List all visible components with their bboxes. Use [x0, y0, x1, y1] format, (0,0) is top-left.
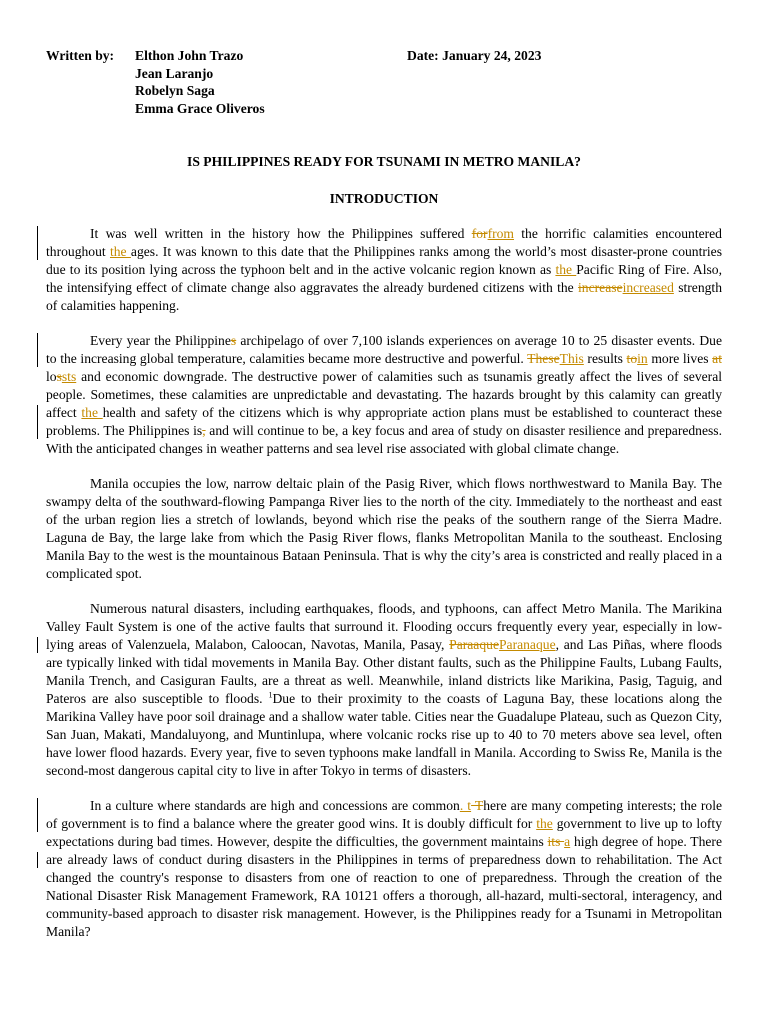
deleted-text: to [626, 351, 638, 366]
text-run: , and Las Piñas, where floods are typically linked with tidal movements in Manila Bay. Other distant faults, such as the Philippine Faults, Lubang Faults, Manila Trench, and Casiguran Faults, are a threat as well. Meanwhile, inland districts like Marikina, Pasig, Taguig, and Pateros are also susceptible to floods. [46, 637, 723, 706]
inserted-text: in [637, 351, 648, 366]
text-run: archipelago of over 7,100 islands experiences on average 10 to 25 disaster events. Due to the increasing global temperature, calamities became more destructive and powerful. [46, 333, 722, 366]
inserted-text: a [564, 834, 571, 849]
text-run: lo [46, 369, 57, 384]
paragraph [46, 600, 722, 780]
deleted-text: , [202, 423, 206, 438]
document-body [46, 225, 722, 958]
document-title: IS PHILIPPINES READY FOR TSUNAMI IN METRO MANILA? [187, 154, 581, 169]
deleted-text: s [56, 369, 62, 384]
inserted-text: the [81, 405, 103, 420]
text-run: the horrific calamities encountered throughout [46, 226, 722, 259]
author-name: Emma Grace Oliveros [135, 100, 265, 116]
text-run: Manila occupies the low, narrow deltaic plain of the Pasig River, which flows northwestward to Manila Bay. The swampy delta of the southward-flowing Pampanga River lies to the north of the city. Immediately to the northeast and east of the urban region lies a stretch of lowlands, beyond which rise the peaks of the southern range of the Sierra Madre. Laguna de Bay, the large lake from which the Pasig River flows, flanks Metropolitan Manila to the southeast. Enclosing Manila Bay to the west is the mountainous Bataan Peninsula. That is why the city’s area is constricted and really placed in a complicated spot. [46, 476, 722, 581]
author-name: Elthon John Trazo [135, 48, 244, 63]
inserted-text: the [555, 262, 577, 277]
paragraph [46, 225, 722, 315]
text-run: results [583, 351, 627, 366]
footnote-marker: 1 [268, 690, 273, 700]
text-run: In a culture where standards are high and concessions are common [90, 798, 460, 813]
change-bar [37, 798, 38, 832]
inserted-text: This [559, 351, 584, 366]
change-bar [37, 637, 38, 653]
text-run: high degree of hope. There are already laws of conduct during disasters in the Philippines in terms of preparedness down to rehabilitation. The Act changed the country's response to disasters from one of reaction to one of preparedness. Through the creation of the National Disaster Risk Management Framework, RA 10121 offers a thorough, all-hazard, multi-sectoral, interagency, and community-based approach to disaster risk management. However, is the Philippines ready for a Tsunami in Metropolitan Manila? [46, 834, 722, 939]
change-bar [37, 405, 38, 439]
inserted-text: increased [622, 280, 674, 295]
text-run: Every year the Philippine [90, 333, 231, 348]
paragraph [46, 475, 722, 583]
text-run: more lives [647, 351, 713, 366]
deleted-text: s [230, 333, 237, 348]
deleted-text: increase [578, 280, 623, 295]
inserted-text: Paranaque [498, 637, 556, 652]
deleted-text: at [712, 351, 722, 366]
text-run: government to live up to lofty expectations during bad times. However, despite the difficulties, the government maintains [46, 816, 723, 849]
inserted-text: . t [459, 798, 472, 813]
inserted-text: sts [61, 369, 77, 384]
deleted-text: Paraaque [449, 637, 499, 652]
deleted-text: its [547, 834, 565, 849]
author-name: Robelyn Saga [135, 83, 215, 98]
text-run: strength of calamities happening. [46, 280, 723, 313]
paragraph [46, 332, 722, 458]
text-run: Due to their proximity to the coasts of Laguna Bay, these locations along the Marikina Valley have poor soil drainage and a shallow water table. Cities near the Guadalupe Plateau, such as Quezon City, San Juan, Makati, Mandaluyong, and Muntinlupa, where volcanic rocks rise up to 40 to 70 meters above sea level, often have lower flood hazards. Every year, five to seven typhoons make landfall in Manila. According to Swiss Re, Manila is the second-most dangerous capital city to live in after Tokyo in terms of disasters. [46, 691, 722, 778]
document-date: Date: January 24, 2023 [407, 48, 542, 63]
text-run: ages. It was known to this date that the Philippines ranks among the world’s most disaster-prone countries due to its position lying across the typhoon belt and in the active volcanic region known as [46, 244, 722, 277]
text-run: here are many competing interests; the role of government is to find a balance where the greater good wins. It is doubly difficult for [46, 798, 723, 831]
change-bar [37, 852, 38, 868]
written-by-label: Written by: [46, 48, 115, 63]
authors-block [46, 47, 265, 117]
text-run: Pacific Ring of Fire. Also, the intensifying effect of climate change also aggravates the already burdened citizens with the [46, 262, 722, 295]
deleted-text: for [471, 226, 488, 241]
text-run: health and safety of the citizens which is why appropriate action plans must be established to counteract these problems. The Philippines is [46, 405, 722, 438]
text-run: It was well written in the history how the Philippines suffered [90, 226, 472, 241]
change-bar [37, 226, 38, 260]
text-run: Numerous natural disasters, including earthquakes, floods, and typhoons, can affect Metro Manila. The Marikina Valley Fault System is one of the active faults that surround it. Flooding occurs frequently every year, especially in low-lying areas of Valenzuela, Malabon, Caloocan, Navotas, Manila, Pasay, [46, 601, 722, 652]
section-heading: INTRODUCTION [329, 191, 439, 206]
inserted-text: the [536, 816, 553, 831]
text-run: and will continue to be, a key focus and area of study on disaster resilience and preparedness. With the anticipated changes in weather patterns and sea level rise associated with global climate change. [46, 423, 722, 456]
change-bar [37, 333, 38, 367]
inserted-text: the [109, 244, 131, 259]
paragraph [46, 797, 722, 941]
deleted-text: T [471, 798, 484, 813]
author-name: Jean Laranjo [135, 65, 214, 81]
inserted-text: from [487, 226, 515, 241]
text-run: and economic downgrade. The destructive power of calamities such as tsunamis greatly affect the lives of several people. Sometimes, these calamities are unpredictable and devastating. The hazards brought by this calamity can greatly affect [46, 369, 722, 420]
deleted-text: These [527, 351, 560, 366]
